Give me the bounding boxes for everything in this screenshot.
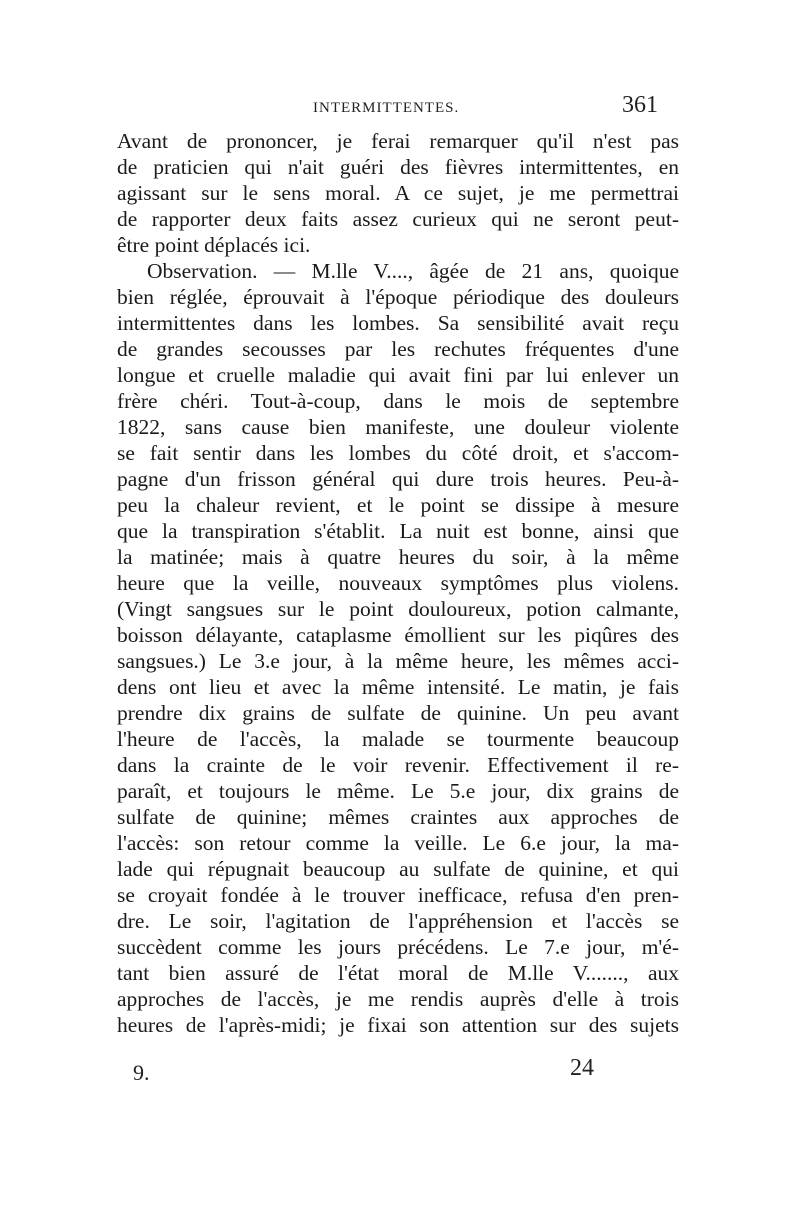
text-line: l'heure de l'accès, la malade se tourmente beaucoup (117, 727, 679, 751)
text-line: Avant de prononcer, je ferai remarquer qu'il n'est pas (117, 129, 679, 153)
text-line: dens ont lieu et avec la même intensité. Le matin, je fais (117, 675, 679, 699)
running-header: INTERMITTENTES. (313, 100, 460, 116)
text-line: lade qui répugnait beaucoup au sulfate de quinine, et qui (117, 857, 679, 881)
text-line: peu la chaleur revient, et le point se dissipe à mesure (117, 493, 679, 517)
text-line: boisson délayante, cataplasme émollient sur les piqûres des (117, 623, 679, 647)
text-line: pagne d'un frisson général qui dure trois heures. Peu-à- (117, 467, 679, 491)
text-line: succèdent comme les jours précédens. Le 7.e jour, m'é- (117, 935, 679, 959)
text-line: être point déplacés ici. (117, 233, 311, 257)
text-line: longue et cruelle maladie qui avait fini par lui enlever un (117, 363, 679, 387)
text-line: de praticien qui n'ait guéri des fièvres intermittentes, en (117, 155, 679, 179)
text-line: l'accès: son retour comme la veille. Le 6.e jour, la ma- (117, 831, 679, 855)
sheet-number: 24 (570, 1055, 594, 1081)
text-line: tant bien assuré de l'état moral de M.lle V......., aux (117, 961, 679, 985)
text-line: dre. Le soir, l'agitation de l'appréhension et l'accès se (117, 909, 679, 933)
text-line: prendre dix grains de sulfate de quinine. Un peu avant (117, 701, 679, 725)
text-line: la matinée; mais à quatre heures du soir, à la même (117, 545, 679, 569)
text-line: sangsues.) Le 3.e jour, à la même heure, les mêmes acci- (117, 649, 679, 673)
text-line: se fait sentir dans les lombes du côté droit, et s'accom- (117, 441, 679, 465)
signature-mark: 9. (133, 1060, 150, 1085)
text-line: de grandes secousses par les rechutes fréquentes d'une (117, 337, 679, 361)
text-line: intermittentes dans les lombes. Sa sensibilité avait reçu (117, 311, 679, 335)
text-line: 1822, sans cause bien manifeste, une douleur violente (117, 415, 679, 439)
text-line: (Vingt sangsues sur le point douloureux, potion calmante, (117, 597, 679, 621)
text-line: sulfate de quinine; mêmes craintes aux approches de (117, 805, 679, 829)
page-number: 361 (622, 92, 658, 118)
text-line: Observation. — M.lle V...., âgée de 21 ans, quoique (147, 259, 679, 283)
text-line: frère chéri. Tout-à-coup, dans le mois de septembre (117, 389, 679, 413)
text-line: se croyait fondée à le trouver inefficace, refusa d'en pren- (117, 883, 679, 907)
text-line: heure que la veille, nouveaux symptômes plus violens. (117, 571, 679, 595)
text-line: agissant sur le sens moral. A ce sujet, je me permettrai (117, 181, 679, 205)
text-line: que la transpiration s'établit. La nuit est bonne, ainsi que (117, 519, 679, 543)
text-line: dans la crainte de le voir revenir. Effectivement il re- (117, 753, 679, 777)
text-line: approches de l'accès, je me rendis auprès d'elle à trois (117, 987, 679, 1011)
text-line: heures de l'après-midi; je fixai son attention sur des sujets (117, 1013, 679, 1037)
text-line: paraît, et toujours le même. Le 5.e jour, dix grains de (117, 779, 679, 803)
text-line: de rapporter deux faits assez curieux qui ne seront peut- (117, 207, 679, 231)
text-line: bien réglée, éprouvait à l'époque périodique des douleurs (117, 285, 679, 309)
